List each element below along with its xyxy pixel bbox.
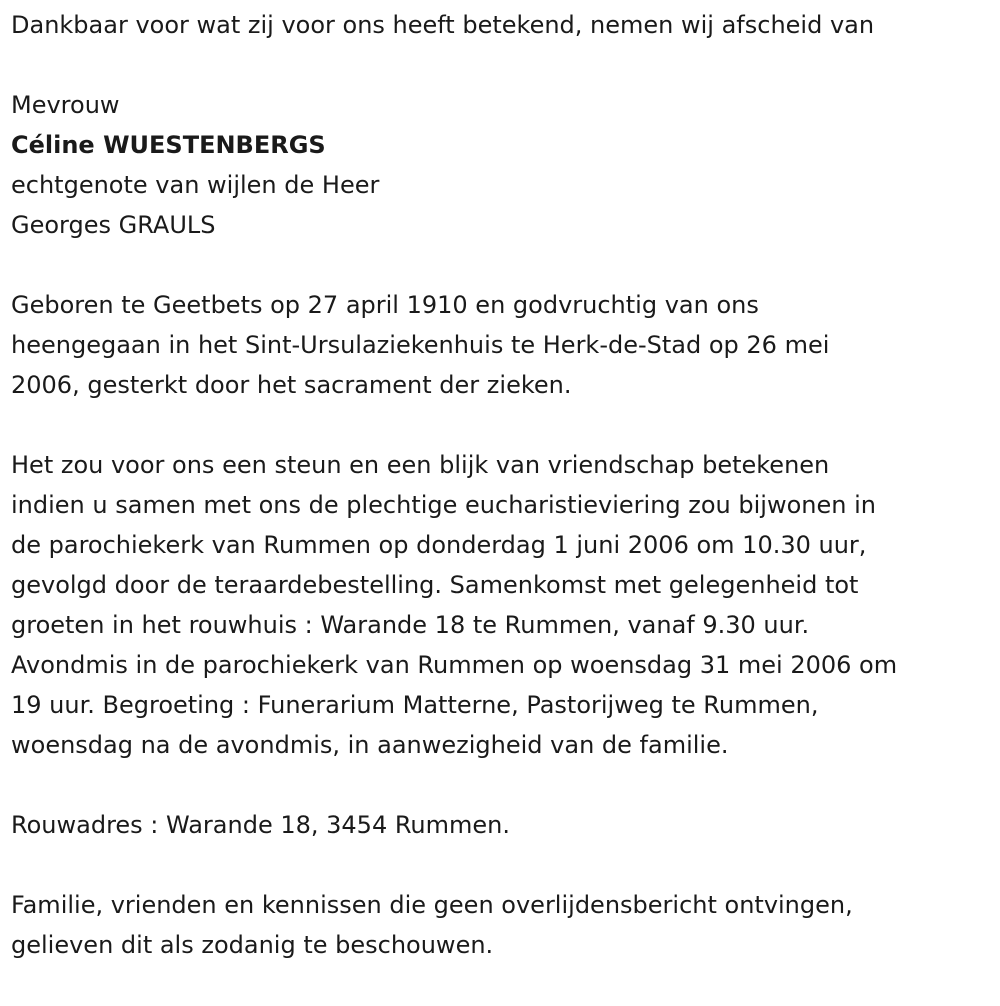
paragraph-line: 19 uur. Begroeting : Funerarium Matterne, Pastorijweg te Rummen, bbox=[11, 691, 819, 719]
paragraph-line: de parochiekerk van Rummen op donderdag 1 juni 2006 om 10.30 uur, bbox=[11, 531, 867, 559]
paragraph-line: 2006, gesterkt door het sacrament der zieken. bbox=[11, 371, 572, 399]
honorific: Mevrouw bbox=[11, 91, 120, 119]
paragraph-line: Familie, vrienden en kennissen die geen overlijdensbericht ontvingen, bbox=[11, 891, 853, 919]
paragraph-line: indien u samen met ons de plechtige eucharistieviering zou bijwonen in bbox=[11, 491, 876, 519]
address-paragraph bbox=[11, 805, 996, 845]
intro-text: Dankbaar voor wat zij voor ons heeft betekend, nemen wij afscheid van bbox=[11, 11, 875, 39]
relation-text: echtgenote van wijlen de Heer bbox=[11, 171, 380, 199]
obituary-document bbox=[11, 5, 996, 1005]
birth-paragraph bbox=[11, 285, 996, 405]
spouse-name: Georges GRAULS bbox=[11, 211, 216, 239]
deceased-header bbox=[11, 85, 996, 245]
notice-paragraph bbox=[11, 885, 996, 965]
paragraph-line: Geboren te Geetbets op 27 april 1910 en godvruchtig van ons bbox=[11, 291, 759, 319]
paragraph-line: gevolgd door de teraardebestelling. Samenkomst met gelegenheid tot bbox=[11, 571, 859, 599]
deceased-name: Céline WUESTENBERGS bbox=[11, 131, 326, 159]
paragraph-line: Rouwadres : Warande 18, 3454 Rummen. bbox=[11, 811, 511, 839]
paragraph-line: gelieven dit als zodanig te beschouwen. bbox=[11, 931, 494, 959]
paragraph-line: heengegaan in het Sint-Ursulaziekenhuis te Herk-de-Stad op 26 mei bbox=[11, 331, 830, 359]
paragraph-line: Het zou voor ons een steun en een blijk van vriendschap betekenen bbox=[11, 451, 830, 479]
paragraph-line: Avondmis in de parochiekerk van Rummen op woensdag 31 mei 2006 om bbox=[11, 651, 898, 679]
paragraph-line: woensdag na de avondmis, in aanwezigheid van de familie. bbox=[11, 731, 729, 759]
paragraph-line: groeten in het rouwhuis : Warande 18 te Rummen, vanaf 9.30 uur. bbox=[11, 611, 810, 639]
ceremony-paragraph bbox=[11, 445, 996, 765]
